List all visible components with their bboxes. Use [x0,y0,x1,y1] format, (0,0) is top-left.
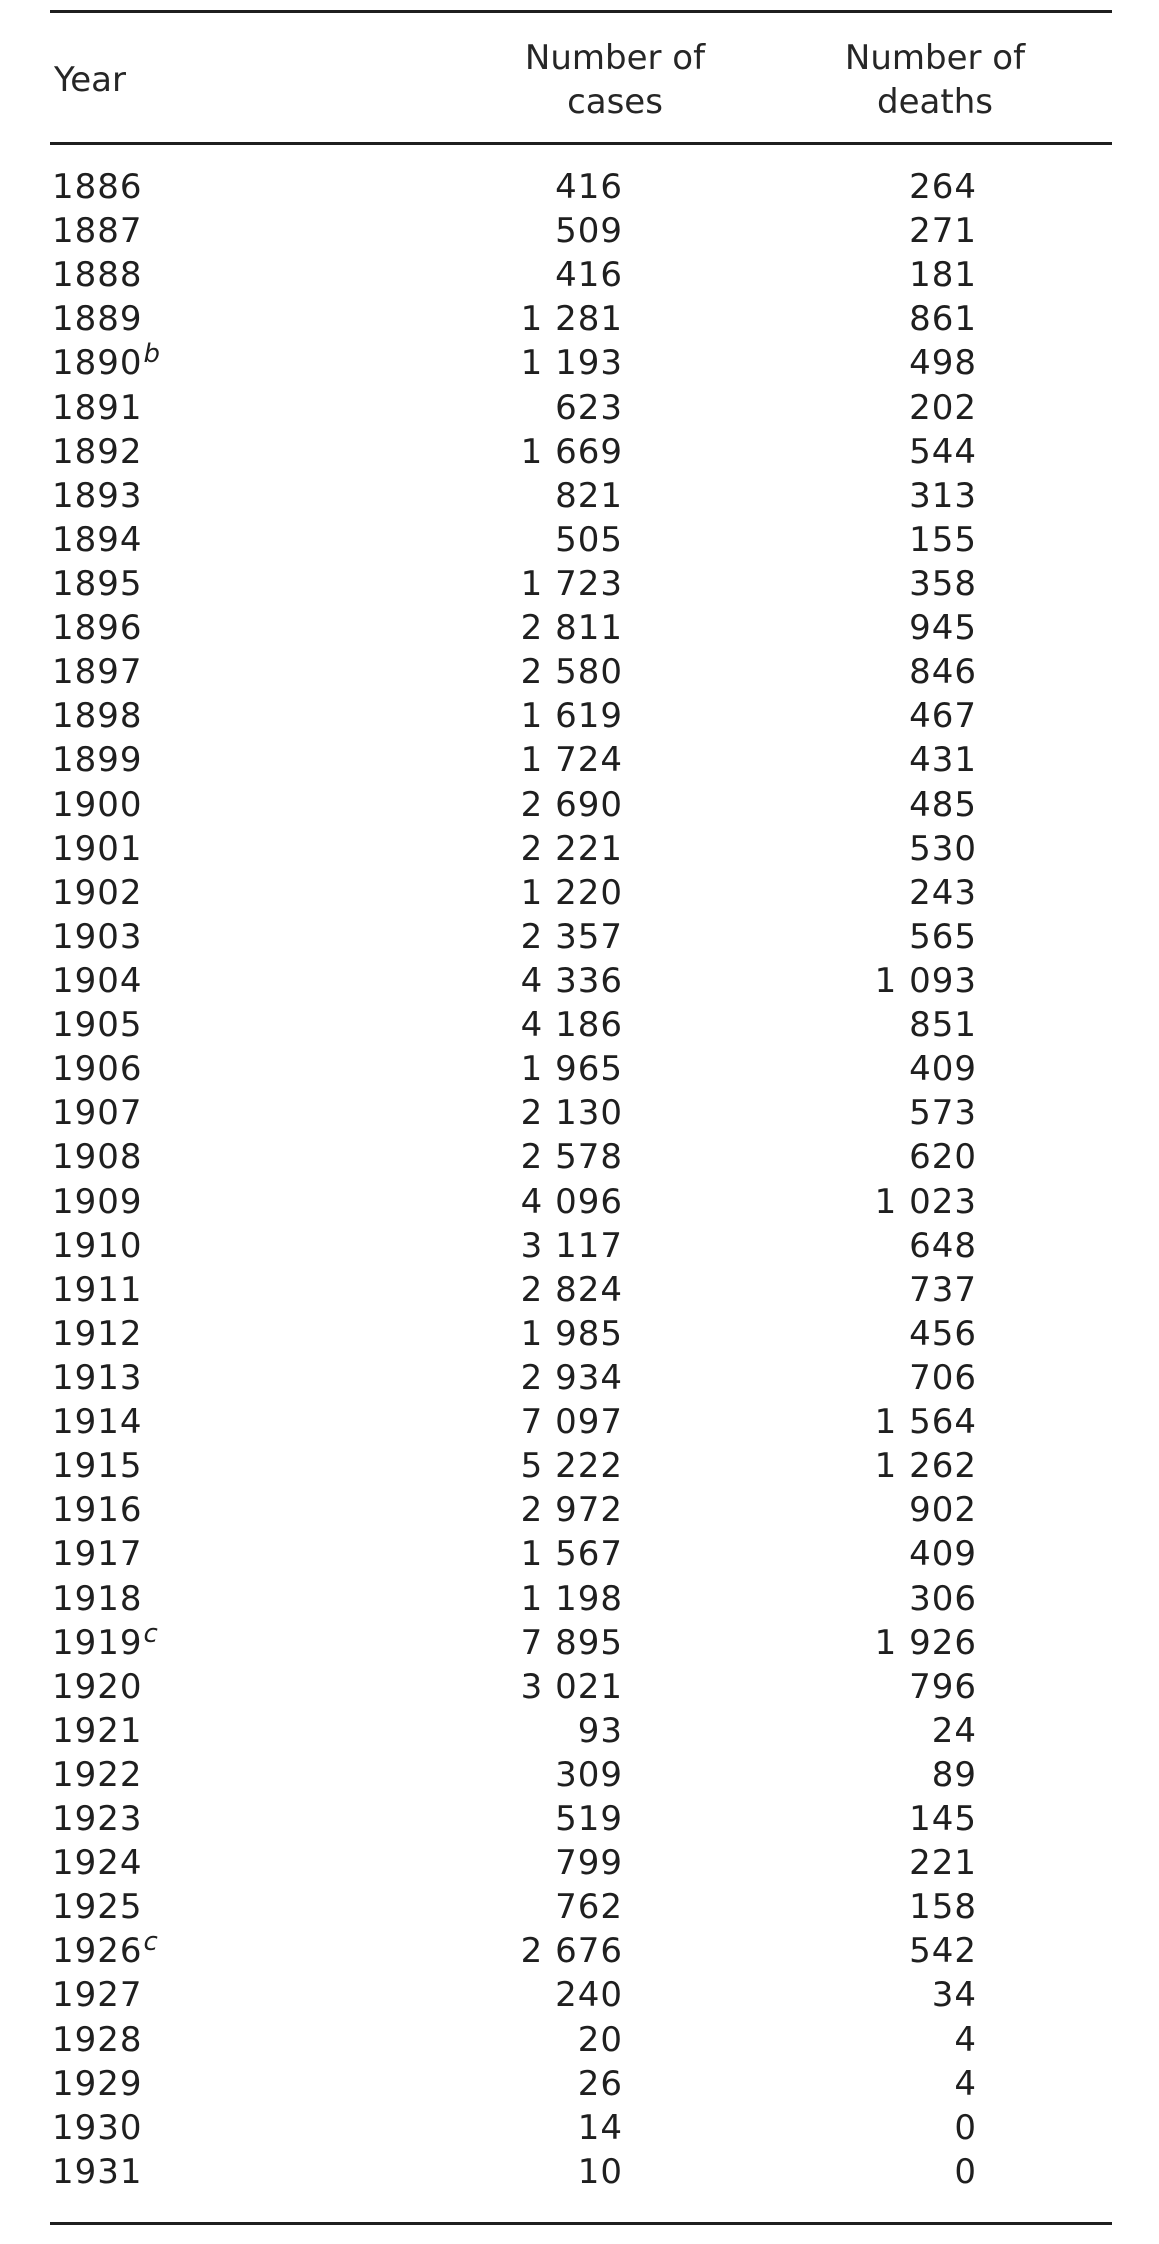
year-value: 1924 [52,1843,143,1884]
cell-cases: 7 097 [520,1402,623,1443]
year-value: 1904 [52,960,143,1001]
cell-deaths: 4 [954,2063,977,2104]
cell-cases: 2 357 [520,916,623,957]
cell-year [52,1180,143,1224]
year-value: 1906 [52,1049,143,1090]
table-row [0,1400,1159,1444]
cell-deaths: 485 [909,784,977,825]
table-row [0,1180,1159,1224]
table-row [0,1973,1159,2017]
table-row [0,1444,1159,1488]
cell-year [52,650,143,694]
cell-year [52,1797,143,1841]
table-row [0,2106,1159,2150]
year-value: 1918 [52,1578,143,1619]
table-row [0,1047,1159,1091]
cell-cases: 2 934 [520,1357,623,1398]
cell-cases: 519 [555,1799,623,1840]
cell-cases: 3 021 [520,1666,623,1707]
table-row [0,1268,1159,1312]
year-value: 1896 [52,608,143,649]
cell-cases: 20 [577,2019,623,2060]
table-row [0,1224,1159,1268]
cell-deaths: 0 [954,2107,977,2148]
table-row [0,1003,1159,1047]
header-cases-line2: cases [567,82,663,122]
year-value: 1908 [52,1137,143,1178]
table-row [0,606,1159,650]
cell-cases: 1 281 [520,299,623,340]
cell-year [52,871,143,915]
table-row [0,1091,1159,1135]
cell-cases: 416 [555,255,623,296]
year-value: 1916 [52,1490,143,1531]
table-row [0,1929,1159,1973]
cell-year [52,209,143,253]
year-value: 1928 [52,2019,143,2060]
year-value: 1927 [52,1975,143,2016]
cell-cases: 762 [555,1887,623,1928]
cell-cases: 10 [577,2151,623,2192]
cell-cases: 2 580 [520,652,623,693]
table-row [0,1841,1159,1885]
cell-year [52,1885,143,1929]
cell-year [52,1532,143,1576]
table-row [0,1312,1159,1356]
cell-year [52,915,143,959]
year-value: 1899 [52,740,143,781]
cell-deaths: 1 023 [874,1181,977,1222]
cell-deaths: 846 [909,652,977,693]
table-row [0,253,1159,297]
table-row [0,1488,1159,1532]
cell-cases: 14 [577,2107,623,2148]
cell-year [52,2106,143,2150]
cell-deaths: 0 [954,2151,977,2192]
cell-deaths: 409 [909,1049,977,1090]
cell-cases: 1 198 [520,1578,623,1619]
cell-cases: 1 220 [520,872,623,913]
table-row [0,562,1159,606]
cell-deaths: 24 [931,1710,977,1751]
cell-cases: 240 [555,1975,623,2016]
header-number-of-cases [440,36,790,124]
cell-year [52,1091,143,1135]
cell-cases: 4 186 [520,1005,623,1046]
cell-cases: 2 811 [520,608,623,649]
cell-year [52,297,143,341]
table-header-rule [50,142,1112,145]
year-value: 1891 [52,387,143,428]
year-value: 1912 [52,1313,143,1354]
cell-year [52,1618,159,1668]
table-row [0,430,1159,474]
year-value: 1910 [52,1225,143,1266]
table-row [0,1753,1159,1797]
table-row [0,209,1159,253]
cell-year [52,165,143,209]
cell-year [52,1224,143,1268]
cell-year [52,1003,143,1047]
cell-deaths: 1 093 [874,960,977,1001]
cell-year [52,1047,143,1091]
cell-year [52,959,143,1003]
cell-cases: 1 724 [520,740,623,781]
table-row [0,2150,1159,2194]
cell-cases: 1 985 [520,1313,623,1354]
cell-deaths: 737 [909,1269,977,1310]
cell-year [52,1665,143,1709]
cell-year [52,1356,143,1400]
table-row [0,694,1159,738]
cell-cases: 7 895 [520,1622,623,1663]
cell-deaths: 851 [909,1005,977,1046]
table-row [0,827,1159,871]
year-value: 1887 [52,211,143,252]
table-row [0,518,1159,562]
cell-deaths: 264 [909,167,977,207]
cell-year [52,430,143,474]
cell-deaths: 313 [909,475,977,516]
header-deaths-line2: deaths [877,82,993,122]
cell-cases: 309 [555,1754,623,1795]
year-value: 1905 [52,1005,143,1046]
cell-deaths: 945 [909,608,977,649]
cell-year [52,1841,143,1885]
cell-year [52,341,161,388]
year-value: 1923 [52,1799,143,1840]
year-value: 1898 [52,696,143,737]
cell-deaths: 271 [909,211,977,252]
table-row [0,1618,1159,1665]
cell-deaths: 498 [909,343,977,384]
cell-deaths: 145 [909,1799,977,1840]
table-row [0,386,1159,430]
footnote-marker: c [143,1927,159,1958]
year-value: 1901 [52,828,143,869]
year-value: 1926 [52,1931,143,1972]
year-value: 1914 [52,1402,143,1443]
year-value: 1909 [52,1181,143,1222]
table-top-rule [50,10,1112,13]
cell-year [52,1444,143,1488]
cell-cases: 623 [555,387,623,428]
header-year-label: Year [54,60,126,100]
cell-cases: 1 965 [520,1049,623,1090]
table-row [0,871,1159,915]
cell-cases: 821 [555,475,623,516]
cell-cases: 505 [555,519,623,560]
cell-year [52,606,143,650]
cell-cases: 2 824 [520,1269,623,1310]
header-number-of-deaths [760,36,1110,124]
cell-cases: 799 [555,1843,623,1884]
cell-deaths: 861 [909,299,977,340]
cell-deaths: 467 [909,696,977,737]
table-row [0,783,1159,827]
year-value: 1931 [52,2151,143,2192]
table-row [0,1709,1159,1753]
year-value: 1915 [52,1446,143,1487]
cell-deaths: 158 [909,1887,977,1928]
year-value: 1919 [52,1622,143,1663]
cell-deaths: 34 [931,1975,977,2016]
table-row [0,738,1159,782]
year-value: 1921 [52,1710,143,1751]
table-row [0,1532,1159,1576]
year-value: 1894 [52,519,143,560]
header-year [54,58,126,102]
cell-deaths: 243 [909,872,977,913]
year-value: 1902 [52,872,143,913]
cell-deaths: 4 [954,2019,977,2060]
table-row [0,915,1159,959]
year-value: 1907 [52,1093,143,1134]
year-value: 1888 [52,255,143,296]
table-bottom-rule [50,2222,1112,2225]
table-body [0,165,1159,2194]
year-value: 1911 [52,1269,143,1310]
year-value: 1917 [52,1534,143,1575]
year-value: 1895 [52,563,143,604]
cell-year [52,386,143,430]
table-row [0,297,1159,341]
cell-year [52,474,143,518]
cell-year [52,1268,143,1312]
table-row [0,165,1159,209]
year-value: 1920 [52,1666,143,1707]
table-row [0,1577,1159,1621]
cell-year [52,783,143,827]
cell-deaths: 181 [909,255,977,296]
cell-cases: 2 221 [520,828,623,869]
cell-year [52,694,143,738]
cell-year [52,2150,143,2194]
table-row [0,2018,1159,2062]
table-row [0,650,1159,694]
cell-cases: 2 676 [520,1931,623,1972]
cell-cases: 1 723 [520,563,623,604]
cell-cases: 26 [577,2063,623,2104]
cell-cases: 93 [577,1710,623,1751]
cell-deaths: 306 [909,1578,977,1619]
cell-deaths: 431 [909,740,977,781]
year-value: 1889 [52,299,143,340]
cell-cases: 3 117 [520,1225,623,1266]
cell-deaths: 1 564 [874,1402,977,1443]
cell-year [52,1753,143,1797]
cell-deaths: 544 [909,431,977,472]
cell-cases: 1 619 [520,696,623,737]
table-row [0,474,1159,518]
cell-cases: 416 [555,167,623,207]
cell-deaths: 530 [909,828,977,869]
cell-deaths: 155 [909,519,977,560]
cell-year [52,1929,159,1976]
cell-deaths: 1 926 [874,1622,977,1663]
cell-cases: 2 690 [520,784,623,825]
year-value: 1890 [52,343,143,384]
header-cases-line1: Number of [524,38,706,78]
cell-cases: 1 567 [520,1534,623,1575]
cell-year [52,562,143,606]
cell-deaths: 1 262 [874,1446,977,1487]
year-value: 1922 [52,1754,143,1795]
cell-cases: 2 972 [520,1490,623,1531]
cell-deaths: 221 [909,1843,977,1884]
cell-deaths: 573 [909,1093,977,1134]
table-row [0,2062,1159,2106]
cell-deaths: 456 [909,1313,977,1354]
cell-year [52,1488,143,1532]
cell-year [52,518,143,562]
cell-cases: 4 096 [520,1181,623,1222]
cell-cases: 509 [555,211,623,252]
cell-year [52,2062,143,2106]
cell-cases: 4 336 [520,960,623,1001]
table-row [0,341,1159,385]
year-value: 1925 [52,1887,143,1928]
year-value: 1930 [52,2107,143,2148]
cell-deaths: 202 [909,387,977,428]
footnote-marker: b [143,339,162,370]
cell-year [52,1135,143,1179]
cell-deaths: 565 [909,916,977,957]
cell-year [52,827,143,871]
table-row [0,1356,1159,1400]
cell-year [52,1312,143,1356]
cell-year [52,738,143,782]
cell-deaths: 89 [931,1754,977,1795]
table-row [0,1665,1159,1709]
cell-cases: 1 669 [520,431,623,472]
year-value: 1897 [52,652,143,693]
cell-deaths: 796 [909,1666,977,1707]
cell-year [52,1709,143,1753]
cell-cases: 1 193 [520,343,623,384]
table-row [0,1797,1159,1841]
cell-year [52,1577,143,1621]
cell-cases: 2 578 [520,1137,623,1178]
cell-deaths: 409 [909,1534,977,1575]
cell-deaths: 902 [909,1490,977,1531]
cell-year [52,1400,143,1444]
year-value: 1893 [52,475,143,516]
cell-year [52,1973,143,2017]
table-row [0,1885,1159,1929]
cell-deaths: 706 [909,1357,977,1398]
year-value: 1913 [52,1357,143,1398]
cell-deaths: 542 [909,1931,977,1972]
cell-deaths: 620 [909,1137,977,1178]
cell-deaths: 358 [909,563,977,604]
cell-year [52,2018,143,2062]
table-row [0,959,1159,1003]
cell-year [52,253,143,297]
year-value: 1892 [52,431,143,472]
cell-deaths: 648 [909,1225,977,1266]
year-value: 1903 [52,916,143,957]
footnote-marker: c [143,1618,159,1649]
header-deaths-line1: Number of [844,38,1026,78]
year-value: 1900 [52,784,143,825]
cell-cases: 5 222 [520,1446,623,1487]
table-row [0,1135,1159,1179]
year-value: 1886 [52,167,143,207]
cell-cases: 2 130 [520,1093,623,1134]
year-value: 1929 [52,2063,143,2104]
